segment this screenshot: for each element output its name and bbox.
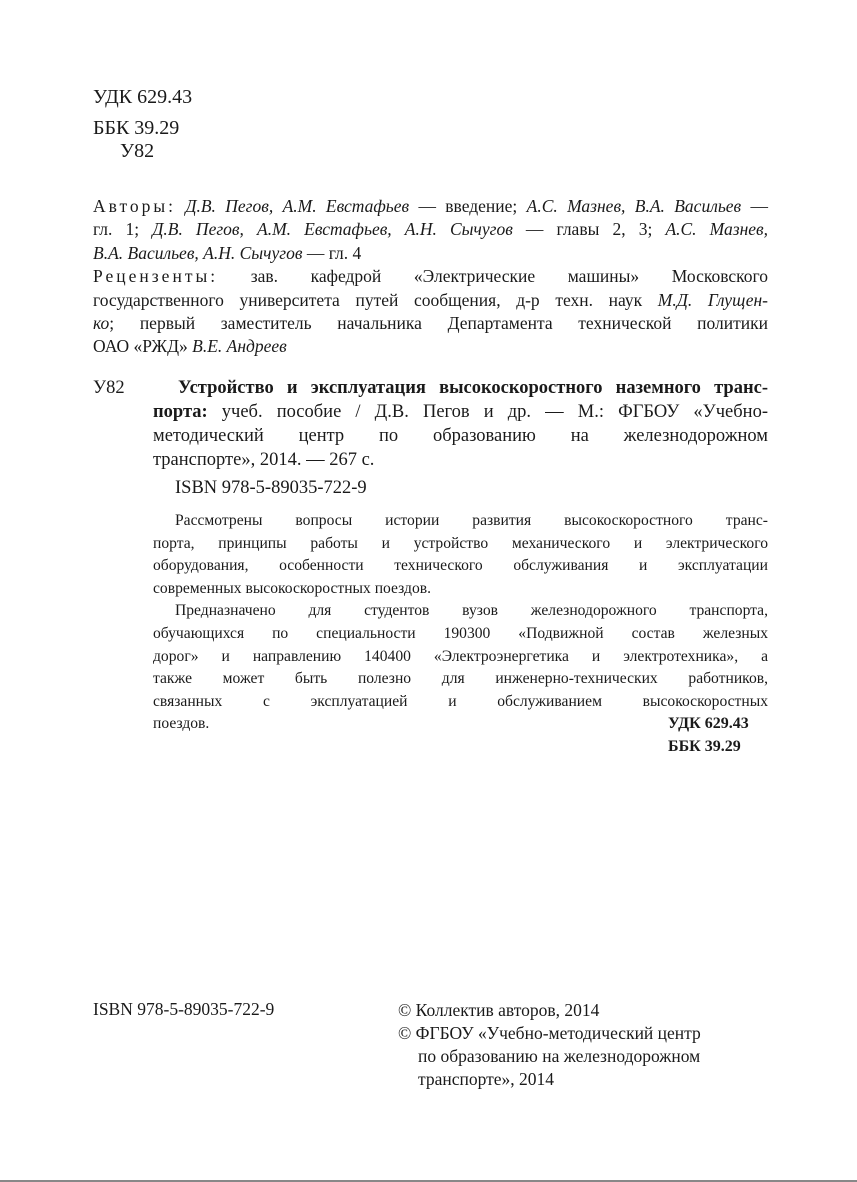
annotation-line: обучающихся по специальности 190300 «Подвижной состав железных [153,624,768,642]
text-segment: транспорте», 2014. — 267 с. [153,450,375,470]
text-line [153,424,768,448]
text-line [93,218,768,241]
text-segment: методический центр по образованию на железнодорожном [153,426,768,446]
copyright-block [398,999,701,1091]
text-segment: — главы 2, 3; [512,219,666,240]
text-segment: Авторы: [93,196,177,216]
text-segment: — гл. 4 [302,242,362,263]
annotation-line: связанных с эксплуатацией и обслуживанием высокоскоростных [153,692,768,710]
text-line [153,376,768,400]
bbk-code-bottom: ББК 39.29 [668,738,741,755]
copyright-line: по образованию на железнодорожном [418,1046,701,1066]
text-segment: А.С. Мазнев, В.А. Васильев [526,196,742,216]
text-segment: учеб. пособие / Д.В. Пегов и др. — М.: ФГБОУ «Учебно- [207,402,768,422]
text-segment: Д.В. Пегов, А.М. Евстафьев [176,196,410,216]
bbk-code: ББК 39.29 [93,117,180,139]
text-segment: гл. 1; [93,219,153,240]
text-segment: ; первый заместитель начальника Департамента технической политики [109,313,768,334]
annotation-line: дорог» и направлению 140400 «Электроэнергетика и электротехника», а [153,647,768,665]
annotation-line: Предназначено для студентов вузов железнодорожного транспорта, [175,602,768,620]
footer-isbn: ISBN 978-5-89035-722-9 [93,999,275,1019]
text-segment: Устройство и эксплуатация высокоскоростного наземного транс- [178,378,768,398]
text-segment: А.С. Мазнев, [665,219,768,240]
text-segment: В.А. Васильев, А.Н. Сычугов [93,242,303,263]
text-segment: зав. кафедрой «Электрические машины» Московского [218,266,768,287]
udk-code-bottom: УДК 629.43 [668,715,749,732]
text-segment: Рецензенты: [93,266,219,287]
text-segment: — [741,196,768,216]
text-segment: ко [93,313,110,334]
annotation [153,510,768,736]
text-segment: государственного университета путей сообщения, д-р техн. наук [93,289,658,310]
bottom-classification-codes [668,712,749,758]
entry-author-mark: У82 [93,378,125,398]
annotation-line: также может быть полезно для инженерно-технических работников, [153,670,768,688]
annotation-line: поездов. [153,715,210,733]
text-line [93,335,768,358]
text-segment: В.Е. Андреев [192,336,287,357]
text-segment: ОАО «РЖД» [93,336,193,357]
text-line [153,448,768,472]
copyright-line: © ФГБОУ «Учебно-методический центр [398,1023,701,1043]
text-line [93,195,768,218]
udk-code: УДК 629.43 [93,86,193,108]
bibliographic-entry [153,376,768,472]
text-segment: Д.В. Пегов, А.М. Евстафьев, А.Н. Сычугов [152,219,513,240]
annotation-line: Рассмотрены вопросы истории развития высокоскоростного транс- [175,512,768,529]
text-segment: М.Д. Глущен- [657,289,768,310]
copyright-line: транспорте», 2014 [418,1069,555,1089]
text-line [153,400,768,424]
text-line [93,265,768,288]
text-line [93,289,768,312]
text-line [93,312,768,335]
author-mark: У82 [120,140,155,162]
text-segment: порта: [153,402,208,422]
annotation-line: оборудования, особенности технического обслуживания и эксплуатации [153,557,768,575]
authors-reviewers-block [93,195,768,359]
annotation-line: порта, принципы работы и устройство механического и электрического [153,534,768,552]
entry-isbn: ISBN 978-5-89035-722-9 [175,478,367,498]
text-line [93,242,768,265]
text-segment: — введение; [409,196,527,216]
copyright-line: © Коллектив авторов, 2014 [398,1000,600,1020]
annotation-line: современных высокоскоростных поездов. [153,579,432,597]
